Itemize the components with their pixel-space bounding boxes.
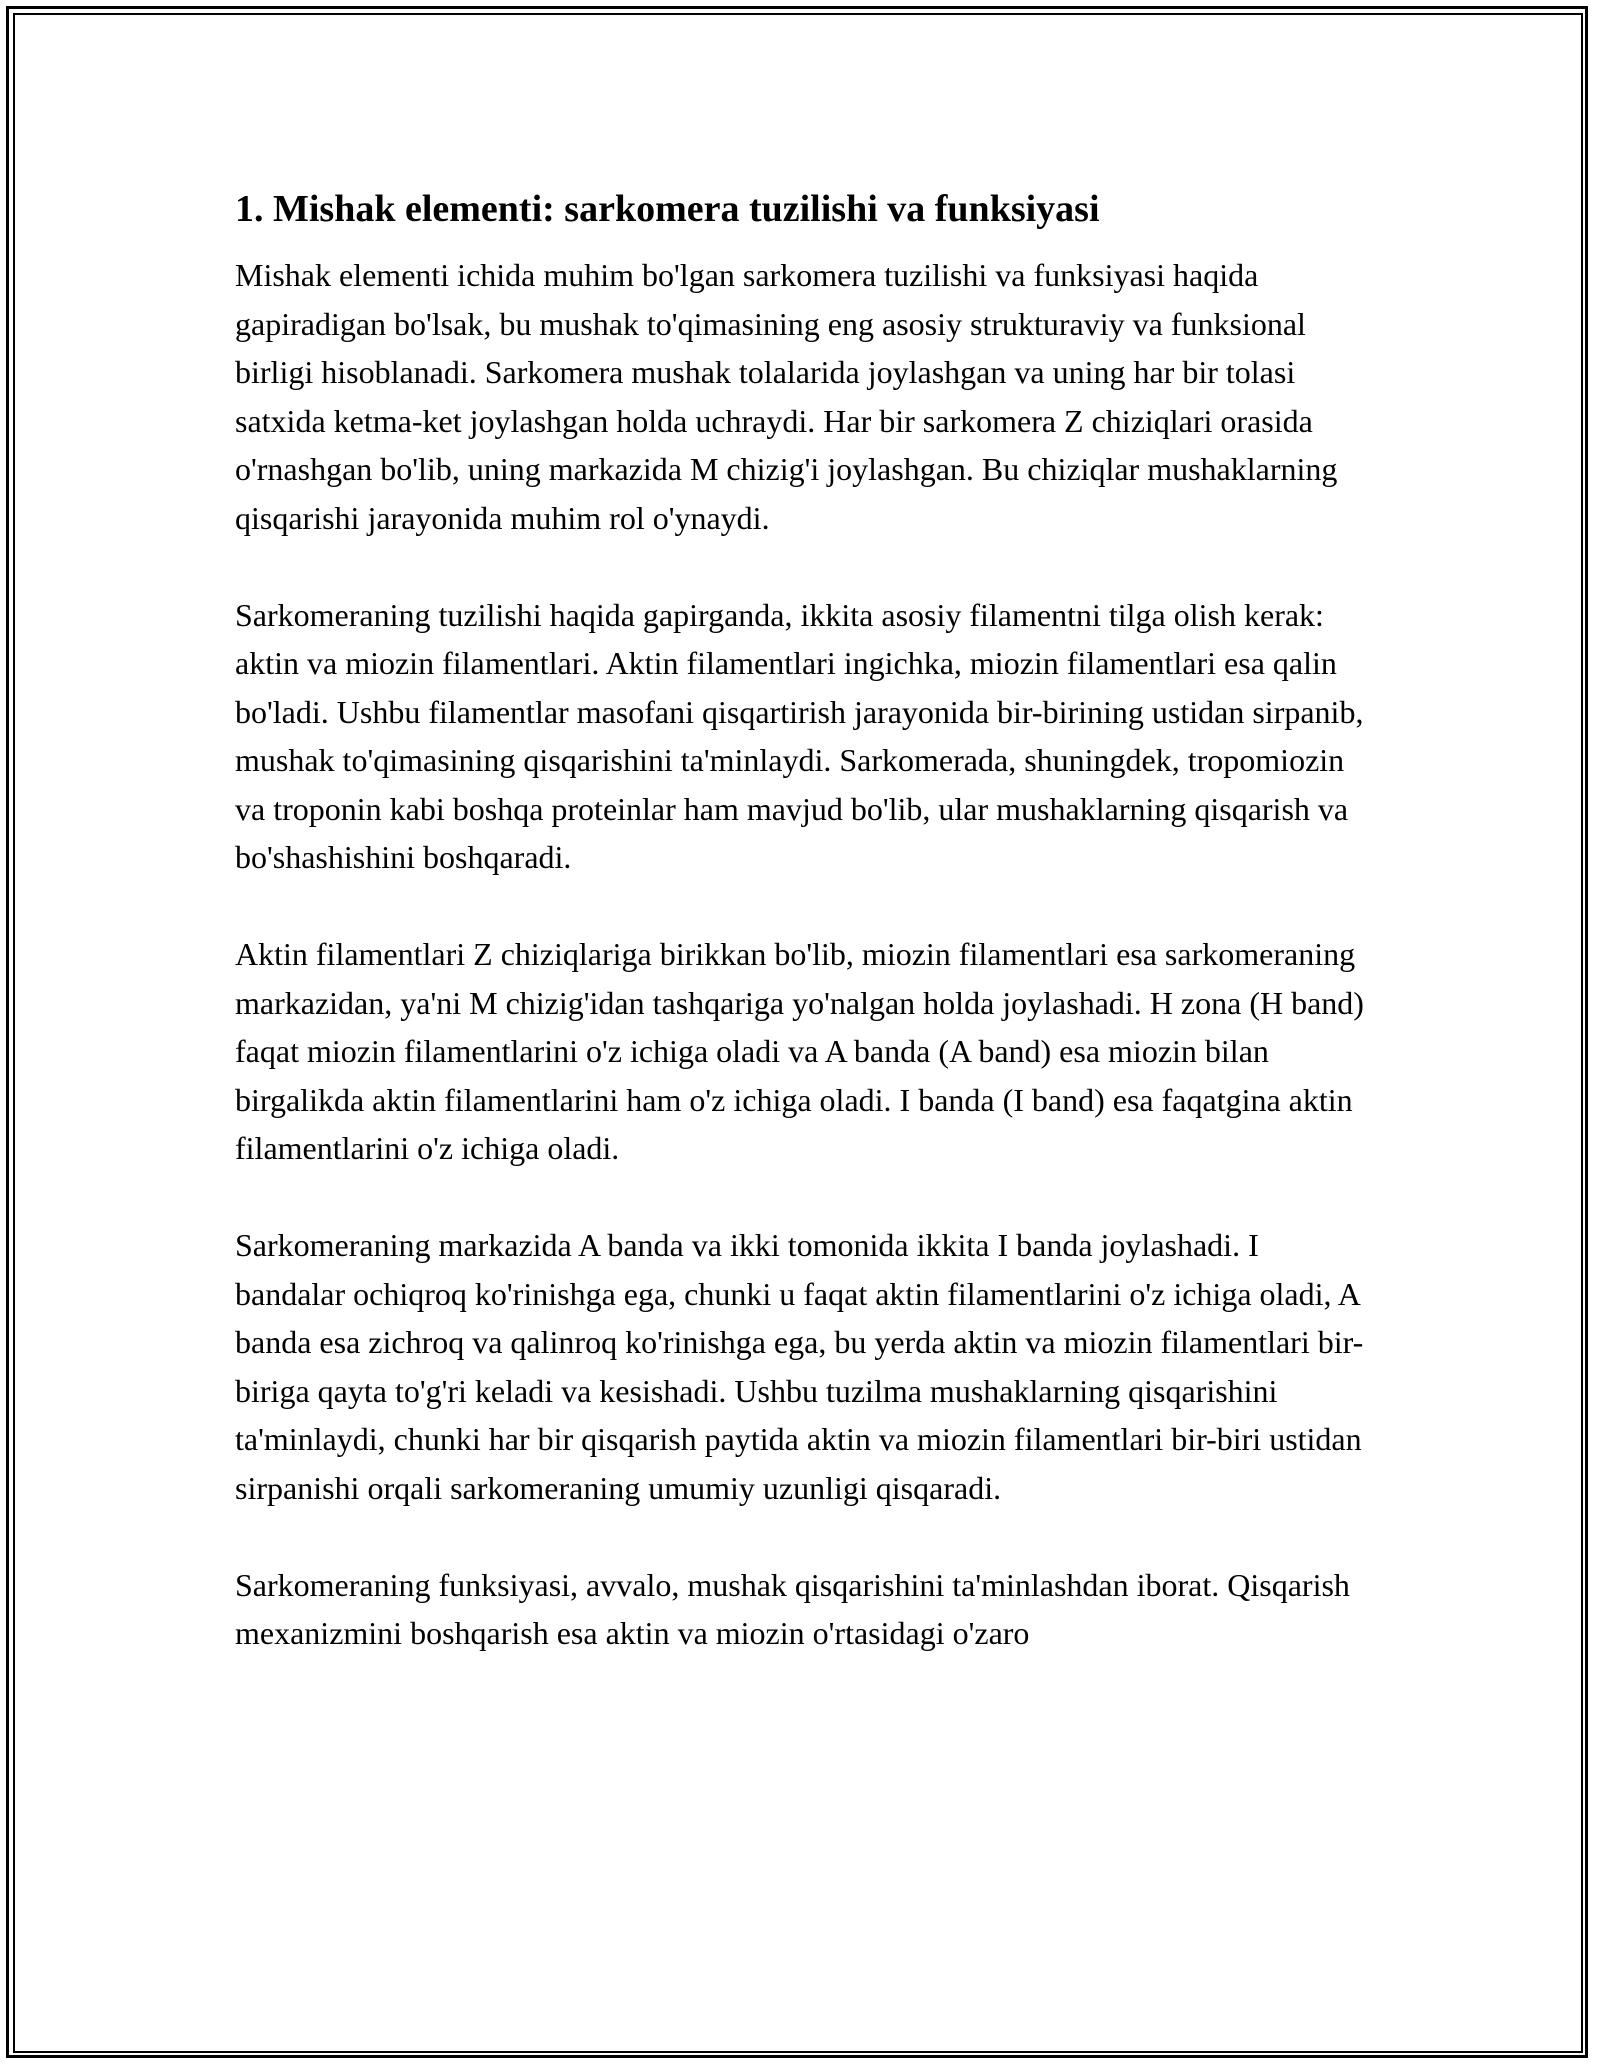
paragraph-2: Sarkomeraning tuzilishi haqida gapirganda, ikkita asosiy filamentni tilga olish kerak: aktin va miozin filamentlari. Aktin filamentlari ingichka, miozin filamentlari esa qalin bo'ladi. Ushbu filamentlar masofani qisqartirish jarayonida bir-birining ustidan sirpanib, mushak to'qimasining qisqarishini ta'minlaydi. Sarkomerada, shuningdek, tropomiozin va troponin kabi boshqa proteinlar ham mavjud bo'lib, ular mushaklarning qisqarish va bo'shashishini boshqaradi.: [235, 596, 1364, 875]
paragraph-1: Mishak elementi ichida muhim bo'lgan sarkomera tuzilishi va funksiyasi haqida gapiradigan bo'lsak, bu mushak to'qimasining eng asosiy strukturaviy va funksional birligi hisoblanadi. Sarkomera mushak tolalarida joylashgan va uning har bir tolasi satxida ketma-ket joylashgan holda uchraydi. Har bir sarkomera Z chiziqlari orasida o'rnashgan bo'lib, uning markazida M chizig'i joylashgan. Bu chiziqlar mushaklarning qisqarishi jarayonida muhim rol o'ynaydi.: [235, 257, 1338, 536]
paragraph-3: Aktin filamentlari Z chiziqlariga birikkan bo'lib, miozin filamentlari esa sarkomeraning markazidan, ya'ni M chizig'idan tashqariga yo'nalgan holda joylashadi. H zona (H band) faqat miozin filamentlarini o'z ichiga oladi va A banda (A band) esa miozin bilan birgalikda aktin filamentlarini ham o'z ichiga oladi. I banda (I band) esa faqatgina aktin filamentlarini o'z ichiga oladi.: [235, 936, 1364, 1166]
paragraph-4: Sarkomeraning markazida A banda va ikki tomonida ikkita I banda joylashadi. I bandalar ochiqroq ko'rinishga ega, chunki u faqat aktin filamentlarini o'z ichiga oladi, A banda esa zichroq va qalinroq ko'rinishga ega, bu yerda aktin va miozin filamentlari bir-biriga qayta to'g'ri keladi va kesishadi. Ushbu tuzilma mushaklarning qisqarishini ta'minlaydi, chunki har bir qisqarish paytida aktin va miozin filamentlari bir-biri ustidan sirpanishi orqali sarkomeraning umumiy uzunligi qisqaradi.: [235, 1227, 1364, 1506]
document-body: [235, 185, 1370, 1706]
paragraph-5: Sarkomeraning funksiyasi, avvalo, mushak qisqarishini ta'minlashdan iborat. Qisqarish mexanizmini boshqarish esa aktin va miozin o'rtasidagi o'zaro: [235, 1566, 1350, 1651]
section-heading: 1. Mishak elementi: sarkomera tuzilishi va funksiyasi: [235, 188, 1100, 230]
